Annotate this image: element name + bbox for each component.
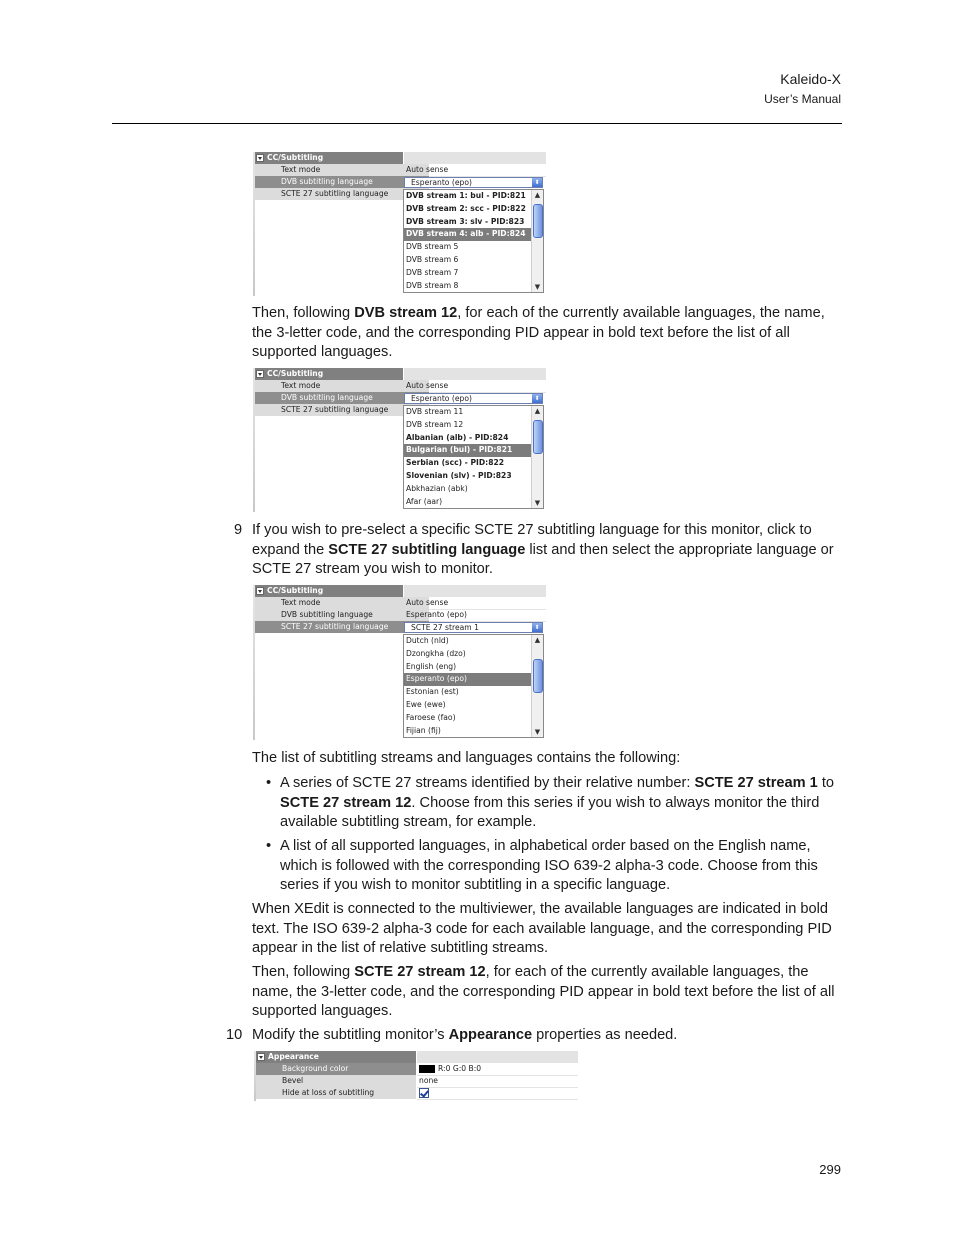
dvb-language-combo[interactable]	[404, 177, 543, 188]
scroll-up-icon[interactable]: ▲	[534, 407, 541, 415]
paragraph-dvb-following: Then, following DVB stream 12, for each of the currently available languages, the name, the 3-letter code, and the corresponding PID appear in bold text before the list of all supported languages.	[252, 305, 825, 361]
list-item[interactable]: Slovenian (slv) - PID:823	[406, 470, 512, 480]
scrollbar[interactable]	[531, 406, 543, 508]
list-item[interactable]: Ewe (ewe)	[406, 699, 446, 709]
collapse-icon[interactable]	[257, 1053, 265, 1061]
color-swatch[interactable]	[419, 1065, 435, 1073]
paragraph-list-contents: The list of subtitling streams and languages contains the following:	[252, 750, 681, 766]
scroll-down-icon[interactable]: ▼	[534, 283, 541, 291]
bullet-supported-languages: A list of all supported languages, in alphabetical order based on the English name, which is followed with the corresponding ISO 639-2 alpha-3 code. Choose from this series if you wish to monitor subtitling in a specific language.	[280, 838, 818, 894]
combo-arrow-icon[interactable]: ⬍	[532, 178, 542, 187]
property-row-text-mode[interactable]	[255, 380, 546, 392]
list-item[interactable]: Dutch (nld)	[406, 636, 449, 645]
combo-value: Esperanto (epo)	[411, 394, 472, 403]
scroll-thumb[interactable]	[533, 204, 543, 238]
property-value: Esperanto (epo)	[404, 609, 546, 622]
paragraph-scte-following: Then, following SCTE 27 stream 12, for each of the currently available languages, the name, the 3-letter code, and the corresponding PID appear in bold text before the list of all supported languages.	[252, 964, 835, 1020]
paragraph-step-10: Modify the subtitling monitor’s Appearance properties as needed.	[252, 1027, 678, 1043]
scroll-up-icon[interactable]: ▲	[534, 191, 541, 199]
property-group-header[interactable]	[256, 1051, 578, 1063]
list-item[interactable]: DVB stream 2: scc - PID:822	[406, 203, 526, 213]
property-group-header[interactable]	[255, 585, 546, 597]
step-number: 10	[226, 1027, 243, 1043]
list-item[interactable]: Albanian (alb) - PID:824	[406, 432, 509, 442]
property-label: Background color	[256, 1063, 416, 1075]
collapse-icon[interactable]	[256, 587, 264, 595]
property-value: Auto sense	[404, 597, 546, 610]
list-item-selected[interactable]: DVB stream 4: alb - PID:824	[404, 228, 543, 241]
scroll-down-icon[interactable]: ▼	[534, 499, 541, 507]
scrollbar[interactable]	[531, 190, 543, 292]
group-title: CC/Subtitling	[267, 586, 324, 595]
list-item[interactable]: Faroese (fao)	[406, 712, 456, 722]
property-row-background-color[interactable]	[256, 1063, 578, 1075]
property-value: Auto sense	[404, 164, 546, 177]
scte-language-combo[interactable]	[404, 622, 543, 633]
property-row-dvb-language[interactable]	[255, 609, 546, 621]
property-group-header[interactable]	[255, 152, 546, 164]
list-item-selected[interactable]: Esperanto (epo)	[404, 673, 543, 686]
bullet-marker: •	[266, 838, 272, 854]
list-item[interactable]: Afar (aar)	[406, 496, 443, 506]
property-group-header[interactable]	[255, 368, 546, 380]
list-item[interactable]: DVB stream 12	[406, 419, 464, 429]
panel-dvb-language-dropdown-scrolled	[253, 368, 546, 512]
combo-arrow-icon[interactable]: ⬍	[532, 394, 542, 403]
panel-dvb-language-dropdown	[253, 152, 546, 296]
property-label: SCTE 27 subtitling language	[255, 621, 429, 633]
property-row-text-mode[interactable]	[255, 597, 546, 609]
header-title: Kaleido-X	[780, 71, 841, 87]
property-label: Text mode	[255, 597, 429, 609]
list-item[interactable]: DVB stream 7	[406, 267, 459, 277]
step-number: 9	[234, 522, 243, 538]
property-value: none	[417, 1075, 578, 1088]
list-item[interactable]: DVB stream 3: slv - PID:823	[406, 216, 525, 226]
list-item[interactable]: Serbian (scc) - PID:822	[406, 458, 505, 468]
list-item[interactable]: Estonian (est)	[406, 687, 459, 697]
property-label: DVB subtitling language	[255, 176, 429, 188]
header-rule	[112, 123, 842, 124]
property-row-bevel[interactable]	[256, 1075, 578, 1087]
property-label: DVB subtitling language	[255, 392, 429, 404]
list-item[interactable]: DVB stream 8	[406, 280, 459, 290]
group-title: Appearance	[268, 1052, 319, 1061]
panel-scte-language-dropdown	[253, 585, 546, 740]
list-item[interactable]: English (eng)	[406, 661, 457, 671]
property-label: SCTE 27 subtitling language	[255, 404, 429, 416]
group-title: CC/Subtitling	[267, 153, 324, 162]
panel-appearance-properties	[254, 1051, 578, 1101]
bullet-marker: •	[266, 775, 272, 791]
bullet-scte-streams: A series of SCTE 27 streams identified by their relative number: SCTE 27 stream 1 to SCTE 27 stream 12. Choose from this series if you wish to always monitor the third available subtitling stream, for example.	[280, 775, 835, 831]
dropdown-list[interactable]	[403, 189, 544, 293]
combo-value: Esperanto (epo)	[411, 178, 472, 187]
list-item[interactable]: Dzongkha (dzo)	[406, 648, 466, 658]
property-row-scte-language[interactable]	[255, 404, 404, 416]
checkbox-checked-icon[interactable]	[419, 1088, 429, 1098]
list-item[interactable]: DVB stream 5	[406, 242, 459, 252]
dropdown-list[interactable]	[403, 405, 544, 509]
property-label: DVB subtitling language	[255, 609, 429, 621]
dvb-language-combo[interactable]	[404, 393, 543, 404]
list-item[interactable]: Fijian (fij)	[406, 725, 441, 735]
header-subtitle: User’s Manual	[764, 92, 841, 106]
property-label: Hide at loss of subtitling	[256, 1087, 416, 1099]
scroll-thumb[interactable]	[533, 659, 543, 693]
scrollbar[interactable]	[531, 635, 543, 737]
property-value: Auto sense	[404, 380, 546, 393]
page-number: 299	[819, 1162, 841, 1177]
list-item[interactable]: DVB stream 6	[406, 254, 459, 264]
scroll-up-icon[interactable]: ▲	[534, 636, 541, 644]
property-label: Text mode	[255, 164, 429, 176]
list-item[interactable]: DVB stream 11	[406, 407, 464, 416]
list-item[interactable]: DVB stream 1: bul - PID:821	[406, 191, 526, 200]
property-row-text-mode[interactable]	[255, 164, 546, 176]
dropdown-list[interactable]	[403, 634, 544, 738]
collapse-icon[interactable]	[256, 154, 264, 162]
property-label: Bevel	[256, 1075, 416, 1087]
property-label: SCTE 27 subtitling language	[255, 188, 429, 200]
scroll-down-icon[interactable]: ▼	[534, 728, 541, 736]
color-value: R:0 G:0 B:0	[438, 1064, 482, 1073]
property-row-hide-at-loss[interactable]	[256, 1087, 578, 1099]
property-label: Text mode	[255, 380, 429, 392]
paragraph-xedit-connected: When XEdit is connected to the multiviewer, the available languages are indicated in bold text. The ISO 639-2 alpha-3 code for each available language, and the corresponding PID appear in the list of relative subtitling streams.	[252, 901, 832, 957]
paragraph-step-9: If you wish to pre-select a specific SCTE 27 subtitling language for this monitor, click to expand the SCTE 27 subtitling language list and then select the appropriate language or SCTE 27 stream you wish to monitor.	[252, 522, 834, 578]
group-title: CC/Subtitling	[267, 369, 324, 378]
list-item[interactable]: Abkhazian (abk)	[406, 483, 468, 493]
property-row-scte-language[interactable]	[255, 188, 404, 200]
scroll-thumb[interactable]	[533, 420, 543, 454]
collapse-icon[interactable]	[256, 370, 264, 378]
combo-value: SCTE 27 stream 1	[411, 623, 479, 632]
list-item-selected[interactable]: Bulgarian (bul) - PID:821	[404, 444, 543, 457]
combo-arrow-icon[interactable]: ⬍	[532, 623, 542, 632]
